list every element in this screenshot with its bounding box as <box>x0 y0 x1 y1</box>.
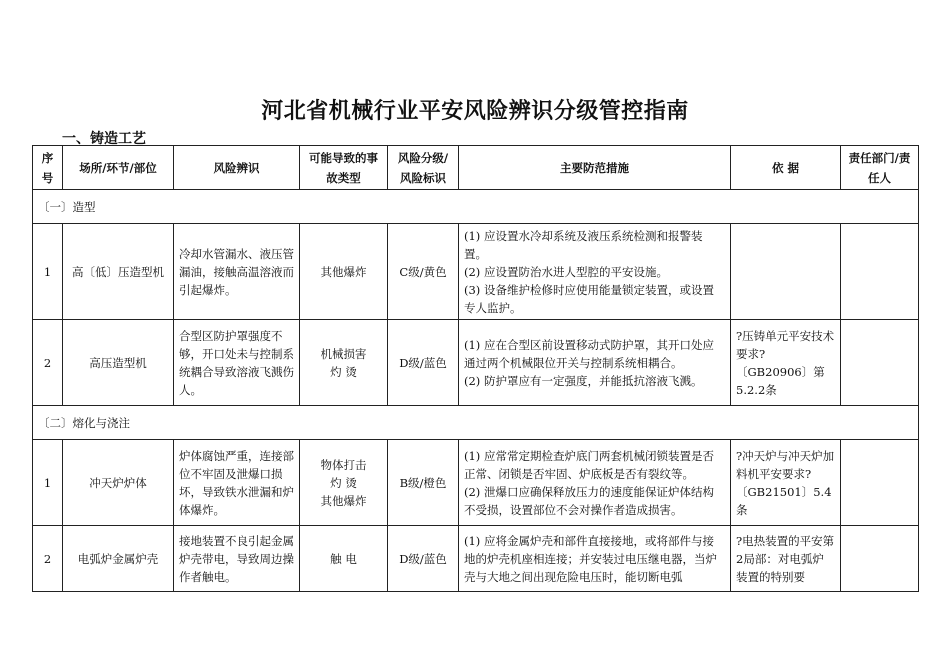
cell-resp <box>841 224 919 320</box>
group-row <box>33 406 919 440</box>
measure-item: (1) 应将金属炉壳和部件直接接地，或将部件与接地的炉壳机座相连接；并安装过电压继电器，当炉壳与大地之间出现危险电压时，能切断电弧 <box>464 533 717 584</box>
cell-place: 冲天炉炉体 <box>63 440 174 526</box>
cell-accident: 其他爆炸 <box>300 224 388 320</box>
cell-risk: 冷却水管漏水、液压管漏油，接触高温溶液而引起爆炸。 <box>174 224 300 320</box>
cell-place: 高压造型机 <box>63 320 174 406</box>
measure-item: (1) 应常常定期检查炉底门两套机械闭锁装置是否正常、闭锁是否牢固、炉底板是否有裂纹等。 <box>464 448 714 481</box>
header-accident: 可能导致的事故类型 <box>300 146 388 190</box>
table-row <box>33 320 919 406</box>
page-title: 河北省机械行业平安风险辨识分级管控指南 <box>261 99 689 124</box>
cell-level: D级/蓝色 <box>388 526 459 592</box>
measure-item: (1) 应在合型区前设置移动式防护罩，其开口处应通过两个机械限位开关与控制系统相耦合。 <box>464 337 714 370</box>
group-row <box>33 190 919 224</box>
cell-place: 电弧炉金属炉壳 <box>63 526 174 592</box>
header-measures: 主要防范措施 <box>459 146 731 190</box>
header-resp: 责任部门/责任人 <box>841 146 919 190</box>
cell-seq: 2 <box>33 526 63 592</box>
cell-seq: 2 <box>33 320 63 406</box>
cell-basis <box>731 224 841 320</box>
header-place: 场所/环节/部位 <box>63 146 174 190</box>
measure-item: (1) 应设置水冷却系统及液压系统检测和报警装置。 <box>464 228 703 261</box>
cell-risk: 合型区防护罩强度不够，开口处未与控制系统耦合导致溶液飞溅伤人。 <box>174 320 300 406</box>
header-basis: 依 据 <box>731 146 841 190</box>
header-row <box>33 146 919 190</box>
cell-place: 高〔低〕压造型机 <box>63 224 174 320</box>
cell-resp <box>841 526 919 592</box>
table-row <box>33 224 919 320</box>
header-seq: 序号 <box>33 146 63 190</box>
risk-table <box>32 145 919 592</box>
cell-accident: 物体打击 灼 烫 其他爆炸 <box>300 440 388 526</box>
cell-measures <box>459 526 731 592</box>
cell-measures <box>459 440 731 526</box>
cell-seq: 1 <box>33 224 63 320</box>
header-level: 风险分级/风险标识 <box>388 146 459 190</box>
section-heading: 一、铸造工艺 <box>62 131 146 147</box>
table-row <box>33 440 919 526</box>
cell-resp <box>841 320 919 406</box>
cell-accident: 触 电 <box>300 526 388 592</box>
cell-basis: ?电热装置的平安第2局部：对电弧炉装置的特别要 <box>731 526 841 592</box>
measure-item: (2) 防护罩应有一定强度，并能抵抗溶液飞溅。 <box>464 373 703 388</box>
cell-measures <box>459 320 731 406</box>
table-row <box>33 526 919 592</box>
cell-accident: 机械损害 灼 烫 <box>300 320 388 406</box>
header-risk: 风险辨识 <box>174 146 300 190</box>
cell-measures <box>459 224 731 320</box>
cell-level: D级/蓝色 <box>388 320 459 406</box>
group-label: 〔二〕熔化与浇注 <box>33 406 919 440</box>
measure-item: (3) 设备维护检修时应使用能量锁定装置，或设置专人监护。 <box>464 282 714 315</box>
measure-item: (2) 应设置防治水进人型腔的平安设施。 <box>464 264 668 279</box>
cell-seq: 1 <box>33 440 63 526</box>
cell-basis: ?冲天炉与冲天炉加料机平安要求?〔GB21501〕5.4条 <box>731 440 841 526</box>
cell-level: C级/黄色 <box>388 224 459 320</box>
cell-resp <box>841 440 919 526</box>
group-label: 〔一〕造型 <box>33 190 919 224</box>
cell-level: B级/橙色 <box>388 440 459 526</box>
cell-risk: 炉体腐蚀严重，连接部位不牢固及泄爆口损坏，导致铁水泄漏和炉体爆炸。 <box>174 440 300 526</box>
cell-risk: 接地装置不良引起金属炉壳带电，导致周边操作者触电。 <box>174 526 300 592</box>
measure-item: (2) 泄爆口应确保释放压力的速度能保证炉体结构不受损，设置部位不会对操作者造成损害。 <box>464 484 714 517</box>
cell-basis: ?压铸单元平安技术要求?〔GB20906〕第5.2.2条 <box>731 320 841 406</box>
